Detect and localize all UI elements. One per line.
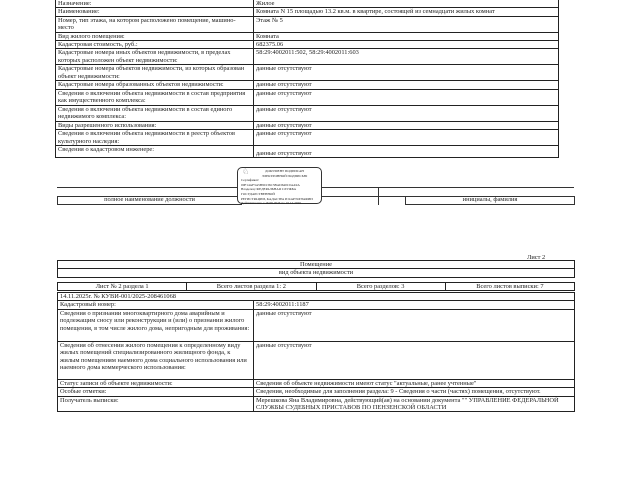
signature-line-left: [57, 187, 240, 188]
row-value: данные отсутствуют: [254, 130, 559, 146]
row-label: Статус записи об объекте недвижимости:: [58, 379, 254, 387]
table-row: [58, 396, 575, 412]
position-caption: полное наименование должности: [57, 196, 242, 205]
emblem-icon: ♘: [242, 167, 250, 176]
row-label: Номер, тип этажа, на котором расположено помещение, машино-место: [56, 16, 254, 32]
row-label: Сведения о включении объекта недвижимости в реестр объектов культурного наследия:: [56, 130, 254, 146]
table-row: [58, 388, 575, 396]
row-value: данные отсутствуют: [254, 309, 575, 341]
row-label: Кадастровые номера образованных объектов недвижимости:: [56, 81, 254, 89]
row-value: данные отсутствуют: [254, 81, 559, 89]
table-row: [56, 49, 559, 65]
row-label: Получатель выписки:: [58, 396, 254, 412]
row-value: данные отсутствуют: [254, 341, 575, 379]
table-row: [58, 309, 575, 341]
signature-line-right: [320, 187, 574, 188]
row-value: данные отсутствуют: [254, 89, 559, 105]
table-row: [58, 341, 575, 379]
row-label: Виды разрешенного использования:: [56, 121, 254, 129]
row-label: Вид жилого помещения:: [56, 32, 254, 40]
row-label: Сведения о признании многоквартирного дома аварийным и подлежащим сносу или реконструкции и (или) о признании жилого помещения, в том числе жилого дома, непригодным для проживания:: [58, 309, 254, 341]
table-row: [58, 379, 575, 387]
object-type-table: [57, 260, 575, 278]
row-label: Сведения о включении объекта недвижимости в состав единого недвижимого комплекса:: [56, 105, 254, 121]
row-value: Комната N 15 площадью 13.2 кв.м. в квартире, состоящей из семнадцати жилых комнат: [254, 8, 559, 16]
section1-table: [55, 0, 559, 158]
row-value: данные отсутствуют: [254, 121, 559, 129]
e-signature-stamp: ♘ ДОКУМЕНТ ПОДПИСАН ЭЛЕКТРОННОЙ ПОДПИСЬЮ Сертификат: 00F14AF3A5B90136C5BAD640C0AA9A Владелец: ФЕДЕРАЛЬНАЯ СЛУЖБА ГОСУДАРСТВЕННОЙ РЕГИСТРАЦИИ, КАДАСТРА И КАРТОГРАФИИ Действителен: с 16.09.2025 по 10.12.2026: [237, 167, 322, 204]
row-label: Кадастровые номера иных объектов недвижимости, в пределах которых расположен объект недвижимости:: [56, 49, 254, 65]
row-value: данные отсутствуют: [254, 105, 559, 121]
row-label: Особые отметки:: [58, 388, 254, 396]
row-label: Сведения о включении объекта недвижимости в состав предприятия как имущественного комплекса:: [56, 89, 254, 105]
table-row: [56, 65, 559, 81]
row-value: Сведения об объекте недвижимости имеют статус "актуальные, ранее учтенные": [254, 379, 575, 387]
object-type: Помещение: [58, 261, 575, 269]
row-label: Сведения об отнесении жилого помещения к определенному виду жилых помещений специализированного жилищного фонда, к жилым помещениям наемного дома социального использования или наемного дома коммерческого использования:: [58, 341, 254, 379]
row-value: Комната: [254, 32, 559, 40]
row-value: данные отсутствуют: [254, 65, 559, 81]
table-row: [56, 81, 559, 89]
row-value: 58:29:4002011:502, 58:29:4002011:603: [254, 49, 559, 65]
row-value: Мерешкова Яна Владимировна, действующий(ая) на основании документа "" УПРАВЛЕНИЕ ФЕДЕРАЛЬНОЙ СЛУЖБЫ СУДЕБНЫХ ПРИСТАВОВ ПО ПЕНЗЕНСКОЙ ОБЛАСТИ: [254, 396, 575, 412]
table-row: [56, 121, 559, 129]
row-value: Жилое: [254, 0, 559, 8]
row-value: данные отсутствуют: [254, 146, 559, 158]
row-label: Наименование:: [56, 8, 254, 16]
sheet-number: Лист 2: [527, 254, 546, 261]
object-type-caption: вид объекта недвижимости: [58, 269, 575, 277]
table-row: [56, 41, 559, 49]
table-row: [56, 130, 559, 146]
table-row: [56, 32, 559, 40]
row-label: Назначение:: [56, 0, 254, 8]
table-row: [56, 16, 559, 32]
document-reference: 14.11.2025г. № КУВИ-001/2025-208461068: [58, 293, 575, 301]
row-value: 682375.06: [254, 41, 559, 49]
row-value: Сведения, необходимые для заполнения раздела: 9 - Сведения о части (частях) помещения, отсутствуют.: [254, 388, 575, 396]
row-label: Кадастровая стоимость, руб.:: [56, 41, 254, 49]
row-value: 58:29:4002011:1187: [254, 301, 575, 309]
table-row: [56, 105, 559, 121]
sheet-info-table: Лист № 2 раздела 1 Всего листов раздела 1: 2 Всего разделов: 3 Всего листов выписки: 7: [57, 282, 575, 291]
row-label: Сведения о кадастровом инженере:: [56, 146, 254, 158]
table-row: [58, 301, 575, 309]
table-row: [56, 8, 559, 16]
name-caption: инициалы, фамилия: [405, 196, 575, 205]
row-label: Кадастровые номера объектов недвижимости, из которых образован объект недвижимости:: [56, 65, 254, 81]
table-row: [56, 146, 559, 158]
row-value: Этаж № 5: [254, 16, 559, 32]
section2-table: [57, 292, 575, 412]
table-row: [56, 89, 559, 105]
table-row: [56, 0, 559, 8]
row-label: Кадастровый номер:: [58, 301, 254, 309]
